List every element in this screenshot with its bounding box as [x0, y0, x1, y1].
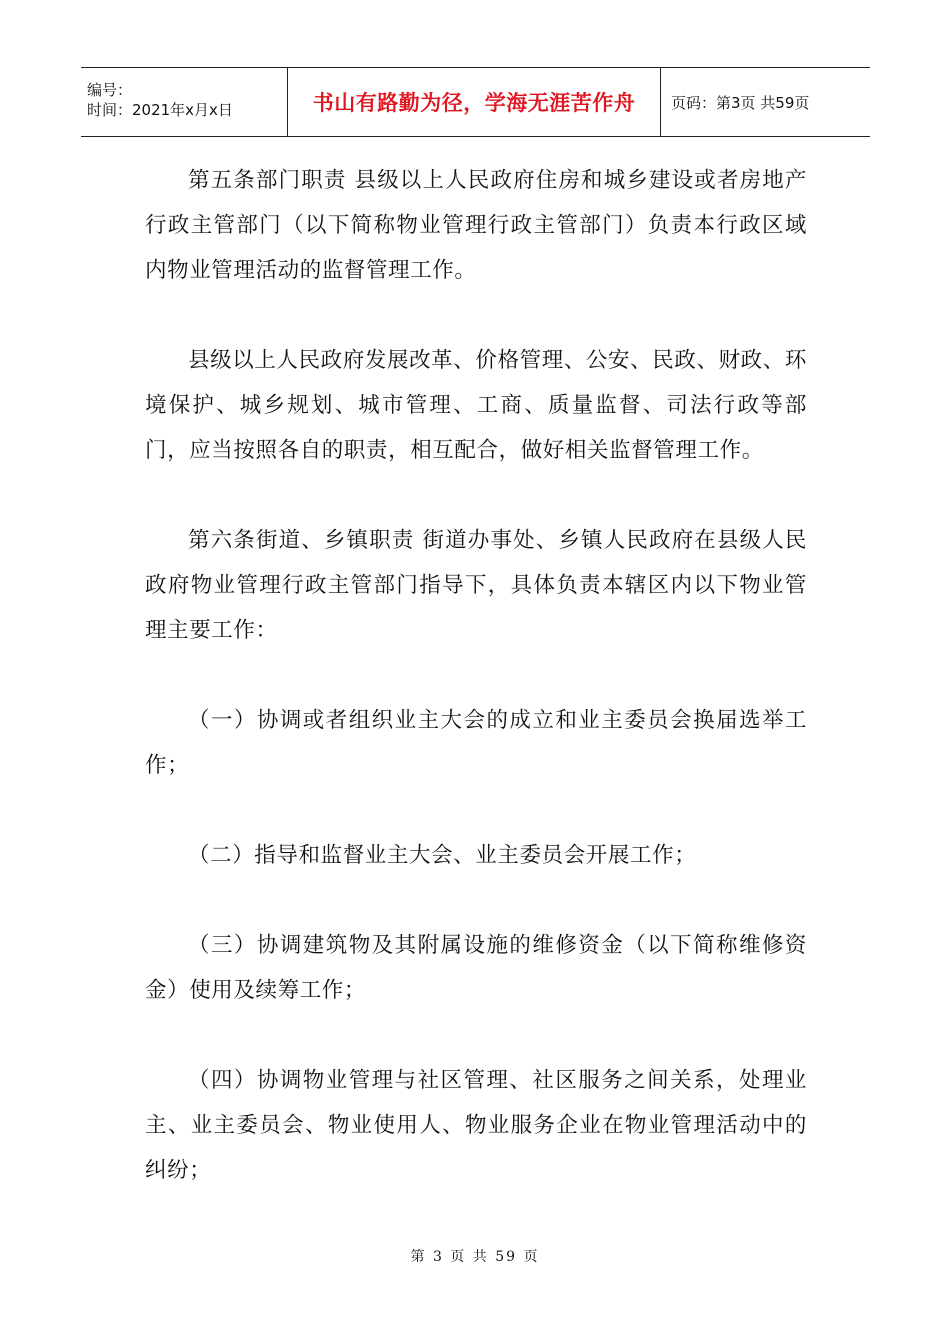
paragraph-departments: 县级以上人民政府发展改革、价格管理、公安、民政、财政、环境保护、城乡规划、城市管理、工商、质量监督、司法行政等部门，应当按照各自的职责，相互配合，做好相关监督管理工作。	[145, 348, 807, 463]
page-footer: 第 3 页 共 59 页	[410, 1249, 540, 1265]
header-motto: 书山有路勤为径，学海无涯苦作舟	[288, 68, 661, 137]
list-item-2: （二）指导和监督业主大会、业主委员会开展工作；	[188, 843, 697, 868]
paragraph-article-5: 第五条部门职责 县级以上人民政府住房和城乡建设或者房地产行政主管部门（以下简称物业管理行政主管部门）负责本行政区域内物业管理活动的监督管理工作。	[145, 168, 807, 283]
list-item-3: （三）协调建筑物及其附属设施的维修资金（以下简称维修资金）使用及续筹工作；	[145, 933, 807, 1003]
document-body	[145, 158, 807, 1238]
document-number-label: 编号：	[87, 81, 133, 99]
page-header	[81, 67, 870, 137]
paragraph-article-6: 第六条街道、乡镇职责 街道办事处、乡镇人民政府在县级人民政府物业管理行政主管部门指导下，具体负责本辖区内以下物业管理主要工作：	[145, 528, 807, 643]
header-page-label: 页码：第3页 共59页	[671, 93, 810, 112]
document-time-label: 时间：2021年x月x日	[87, 101, 233, 119]
header-meta	[81, 68, 288, 137]
list-item-1: （一）协调或者组织业主大会的成立和业主委员会换届选举工作；	[145, 708, 807, 778]
list-item-4: （四）协调物业管理与社区管理、社区服务之间关系，处理业主、业主委员会、物业使用人、物业服务企业在物业管理活动中的纠纷；	[145, 1068, 807, 1183]
